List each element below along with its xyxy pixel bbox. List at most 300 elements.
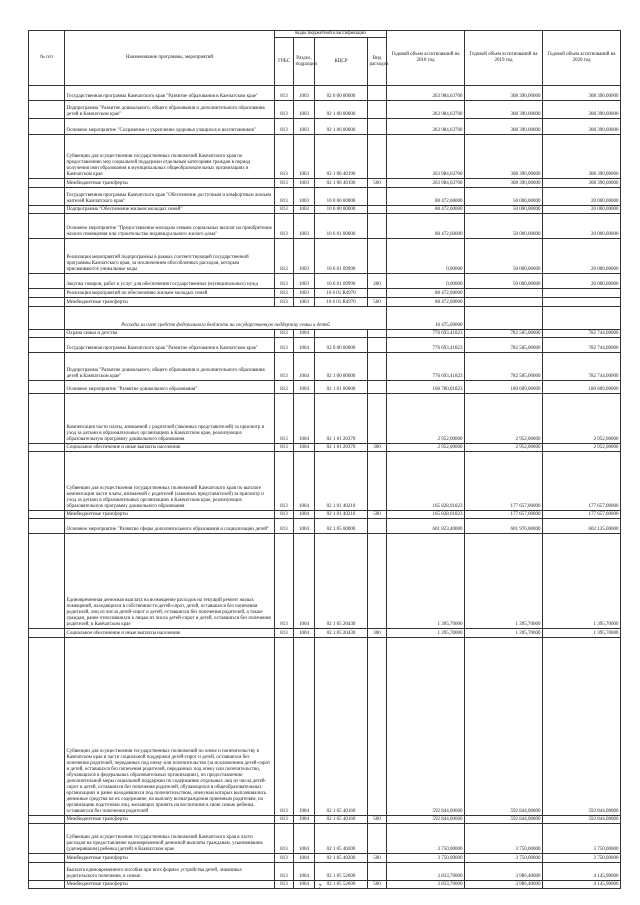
subtitle-row: [29, 307, 621, 330]
cell-2019: 782 585,00000: [465, 330, 543, 338]
cell-name: Государственная программа Камчатского края "Развитие образования в Камчатском крае": [65, 86, 275, 101]
cell-2020: 20 000,00000: [543, 214, 621, 239]
cell-name: Межбюджетные трансферты: [65, 854, 275, 863]
cell-name: Выплата единовременного пособия при всех формах устройства детей, лишенных родительского попечения, в семью: [65, 863, 275, 881]
cell-name: Государственная программа Камчатского края "Развитие образования в Камчатском крае": [65, 338, 275, 353]
cell-2018: 592 844,00000: [387, 638, 465, 816]
cell-2019: 308 390,00000: [465, 135, 543, 179]
table-row: [29, 239, 621, 274]
cell-2018: 3 833,70000: [387, 863, 465, 881]
header-codes: Коды бюджетной классификации: [275, 31, 387, 38]
cell-num: [29, 511, 65, 519]
cell-num: [29, 101, 65, 119]
cell-2020: 782 744,00000: [543, 338, 621, 353]
cell-name: Субвенции для осуществления государственных полномочий Камчатского края по предоставлению мер социальной поддержки отдельным категориям граждан в период получения ими образования в муниципальных общеобразовательных организациях в Камчатском крае: [65, 135, 275, 179]
cell-vr: [368, 214, 387, 239]
table-row: [29, 214, 621, 239]
cell-name: Единовременная денежная выплата на возмещение расходов на текущий ремонт жилых помещений, находящихся в собственности детей-сирот, детей, оставшихся без попечения родителей, лиц из числа детей-сирот и детей, оставшихся без попечения родителей, а также граждан, ранее относившихся к лицам из числа детей-сирот и детей, оставшихся без попечения родителей, в Камчатском крае: [65, 534, 275, 629]
cell-2020: 2 952,00000: [543, 444, 621, 452]
cell-2018: 263 984,63700: [387, 119, 465, 135]
cell-ksr: 10 6 01 09990: [315, 274, 368, 289]
cell-num: [29, 274, 65, 289]
cell-ksr: 10 0 00 00000: [315, 188, 368, 206]
cell-razdel: 1003: [294, 86, 315, 101]
cell-name: Межбюджетные трансферты: [65, 298, 275, 307]
cell-num: [29, 338, 65, 353]
cell-razdel: 1004: [294, 394, 315, 444]
cell-2019: 3 986,40000: [465, 881, 543, 889]
cell-2019: 177 657,00000: [465, 452, 543, 511]
cell-ksr: 10 6 00 00000: [315, 206, 368, 214]
cell-vr: [368, 824, 387, 854]
cell-vr: [368, 206, 387, 214]
cell-num: [29, 239, 65, 274]
cell-ksr: [315, 330, 368, 338]
cell-2019: 592 844,00000: [465, 638, 543, 816]
cell-2020: 180 609,00000: [543, 381, 621, 394]
cell-name: Социальное обеспечение и иные выплаты населению: [65, 444, 275, 452]
cell-name: Субвенции для осуществления государственных полномочий по опеке и попечительству в Камчатском крае в части социальной поддержки детей-сирот и детей, оставшихся без попечения родителей, переданных под опеку или попечительство (за исключением детей-сирот и детей, оставшихся без попечения родителей, переданных под опеку или попечительство, обучающихся в федеральных образовательных организациях), по предоставлению дополнительной меры социальной поддержки по содержанию отдельных лиц из числа детей-сирот и детей, оставшихся без попечения родителей, обучающихся в общеобразовательных организациях и ранее находившихся под попечительством, опекунам которых выплачивались денежные средства на их содержание, на выплату вознаграждения приемным родителям, на организацию подготовки лиц, желающих принять на воспитание в свою семью ребенка, оставшегося без попечения родителей: [65, 638, 275, 816]
cell-ksr: 02 1 05 52600: [315, 863, 368, 881]
cell-razdel: 1004: [294, 629, 315, 638]
cell-2020: 308 390,00000: [543, 101, 621, 119]
cell-2019: 2 952,00000: [465, 444, 543, 452]
cell-2018: 263 984,63700: [387, 101, 465, 119]
cell-grbs: 813: [275, 206, 294, 214]
cell-2019: [465, 289, 543, 298]
cell-ksr: 02 1 05 52600: [315, 881, 368, 889]
cell-grbs: 813: [275, 638, 294, 816]
cell-vr: 300: [368, 444, 387, 452]
table-row: [29, 353, 621, 381]
cell-razdel: 1003: [294, 119, 315, 135]
cell-grbs: 813: [275, 338, 294, 353]
cell-name: Субвенции для осуществления государственных полномочий Камчатского края в части расходов на предоставление единовременной денежной выплаты гражданам, усыновившим (удочерившим) ребенка (детей) в Камчатском крае: [65, 824, 275, 854]
cell-ksr: 02 0 00 00000: [315, 338, 368, 353]
cell-grbs: 813: [275, 519, 294, 534]
cell-name: Социальное обеспечение и иные выплаты населению: [65, 629, 275, 638]
cell-2019: 601 976,00000: [465, 519, 543, 534]
cell-num: [29, 214, 65, 239]
cell-2019: 308 390,00000: [465, 179, 543, 188]
cell-2020: 177 657,00000: [543, 511, 621, 519]
cell-razdel: 1004: [294, 511, 315, 519]
table-row: [29, 330, 621, 338]
cell-num: [29, 179, 65, 188]
cell-name: Основное мероприятие "Предоставление молодым семьям социальных выплат на приобретение жилого помещения или строительство индивидуального жилого дома": [65, 214, 275, 239]
cell-ksr: 10 6 01 09990: [315, 239, 368, 274]
cell-razdel: 1003: [294, 188, 315, 206]
cell-name: Межбюджетные трансферты: [65, 179, 275, 188]
cell-grbs: 813: [275, 863, 294, 881]
cell-ksr: 10 6 01 R4970: [315, 289, 368, 298]
header-ksr: КЦСР: [315, 38, 368, 86]
cell-2018: 776 693,41823: [387, 353, 465, 381]
cell-name: Субвенции для осуществления государственных полномочий Камчатского края по выплате компенсации части платы, взимаемой с родителей (законных представителей) за присмотр и уход за детьми в образовательных организациях в Камчатском крае, реализующих образовательную программу дошкольного образования: [65, 452, 275, 511]
cell-razdel: 1004: [294, 534, 315, 629]
cell-num: [29, 444, 65, 452]
cell-razdel: 1003: [294, 206, 315, 214]
cell-grbs: 813: [275, 330, 294, 338]
cell-2019: 308 390,00000: [465, 101, 543, 119]
cell-grbs: 813: [275, 381, 294, 394]
cell-2019: [465, 307, 543, 330]
table-row: [29, 854, 621, 863]
cell-grbs: 813: [275, 452, 294, 511]
table-row: [29, 394, 621, 444]
cell-2019: 592 844,00000: [465, 816, 543, 824]
cell-2020: 3 750,00000: [543, 854, 621, 863]
cell-2019: 1 395,70000: [465, 534, 543, 629]
cell-2020: 4 145,90000: [543, 863, 621, 881]
cell-2020: 592 844,00000: [543, 816, 621, 824]
cell-name: Межбюджетные трансферты: [65, 511, 275, 519]
table-row: [29, 119, 621, 135]
cell-2020: [543, 298, 621, 307]
header-vr: Вид расходов: [368, 38, 387, 86]
cell-2020: 2 952,00000: [543, 394, 621, 444]
table-row: [29, 511, 621, 519]
cell-name: Межбюджетные трансферты: [65, 816, 275, 824]
cell-2018: 3 750,00000: [387, 824, 465, 854]
cell-razdel: 1004: [294, 452, 315, 511]
cell-2018: 601 823,40000: [387, 519, 465, 534]
cell-razdel: 1004: [294, 638, 315, 816]
cell-vr: [368, 188, 387, 206]
cell-num: [29, 816, 65, 824]
cell-vr: [368, 101, 387, 119]
cell-name: Основное мероприятие "Сохранение и укрепление здоровья учащихся и воспитанников": [65, 119, 275, 135]
cell-2019: 2 952,00000: [465, 394, 543, 444]
cell-vr: 500: [368, 298, 387, 307]
cell-2020: [543, 307, 621, 330]
table-row: [29, 179, 621, 188]
header-name: Наименование программы, мероприятий: [65, 31, 275, 86]
cell-2019: 50 000,00000: [465, 188, 543, 206]
cell-razdel: 1004: [294, 338, 315, 353]
cell-2019: 782 585,00000: [465, 338, 543, 353]
cell-vr: [368, 353, 387, 381]
cell-2018: 263 984,63700: [387, 179, 465, 188]
cell-vr: [368, 638, 387, 816]
cell-grbs: 813: [275, 816, 294, 824]
table-row: [29, 274, 621, 289]
cell-razdel: 1003: [294, 239, 315, 274]
cell-2019: 177 657,00000: [465, 511, 543, 519]
header-grbs: ГРБС: [275, 38, 294, 86]
cell-name: Подпрограмма "Обеспечение жильем молодых семей": [65, 206, 275, 214]
cell-razdel: 1004: [294, 330, 315, 338]
cell-vr: [368, 394, 387, 444]
cell-vr: [368, 86, 387, 101]
cell-name: Межбюджетные трансферты: [65, 881, 275, 889]
cell-2019: 3 750,00000: [465, 824, 543, 854]
cell-num: [29, 534, 65, 629]
cell-2018: 165 828,01823: [387, 452, 465, 511]
cell-num: [29, 452, 65, 511]
cell-vr: [368, 338, 387, 353]
cell-razdel: 1003: [294, 298, 315, 307]
cell-grbs: 813: [275, 444, 294, 452]
cell-2019: 50 000,00000: [465, 206, 543, 214]
cell-2019: 308 390,00000: [465, 119, 543, 135]
cell-2018: 2 952,00000: [387, 394, 465, 444]
header-num: № п/п: [29, 31, 65, 86]
cell-num: [29, 353, 65, 381]
cell-name: Основное мероприятие "Развитие сферы дополнительного образования и социализации детей": [65, 519, 275, 534]
table-row: [29, 298, 621, 307]
cell-ksr: 02 1 05 40200: [315, 854, 368, 863]
cell-2019: 782 585,00000: [465, 353, 543, 381]
cell-2018: 263 984,63700: [387, 86, 465, 101]
cell-2020: 20 000,00000: [543, 239, 621, 274]
cell-ksr: 02 1 01 20370: [315, 444, 368, 452]
cell-vr: 500: [368, 511, 387, 519]
cell-grbs: 813: [275, 298, 294, 307]
table-row: [29, 338, 621, 353]
cell-2019: 50 000,00000: [465, 239, 543, 274]
cell-name: Подпрограмма "Развитие дошкольного, общего образования и дополнительного образования детей в Камчатском крае": [65, 353, 275, 381]
cell-razdel: 1003: [294, 101, 315, 119]
cell-grbs: 813: [275, 881, 294, 889]
cell-num: [29, 519, 65, 534]
cell-name: Компенсация части платы, взимаемой с родителей (законных представителей) за присмотр и уход за детьми в образовательных организациях в Камчатском крае, реализующих образовательную программу дошкольного образования: [65, 394, 275, 444]
cell-name: Подпрограмма "Развитие дошкольного, общего образования и дополнительного образования детей в Камчатском крае": [65, 101, 275, 119]
table-body: [29, 86, 621, 889]
cell-razdel: 1003: [294, 274, 315, 289]
cell-ksr: 02 1 01 00000: [315, 381, 368, 394]
cell-grbs: 813: [275, 353, 294, 381]
table-row: [29, 638, 621, 816]
cell-num: [29, 330, 65, 338]
cell-2020: 782 744,00000: [543, 353, 621, 381]
budget-document: [28, 30, 620, 889]
cell-vr: 500: [368, 881, 387, 889]
budget-table: [28, 30, 621, 889]
cell-vr: [368, 239, 387, 274]
cell-ksr: 02 1 06 00000: [315, 119, 368, 135]
cell-2019: 3 986,40000: [465, 863, 543, 881]
cell-2018: 776 693,41823: [387, 330, 465, 338]
cell-vr: [368, 534, 387, 629]
cell-2020: 3 750,00000: [543, 824, 621, 854]
cell-num: [29, 854, 65, 863]
cell-subtitle: Расходы за счет средств федерального бюджета на государственную поддержку семьи и детей: [65, 307, 387, 330]
cell-grbs: 813: [275, 188, 294, 206]
cell-ksr: 10 6 01 R4970: [315, 298, 368, 307]
cell-ksr: 02 1 06 40190: [315, 135, 368, 179]
cell-razdel: 1004: [294, 519, 315, 534]
table-row: [29, 534, 621, 629]
cell-razdel: 1003: [294, 214, 315, 239]
cell-ksr: 02 1 05 40200: [315, 824, 368, 854]
cell-2020: 177 657,00000: [543, 452, 621, 511]
cell-2019: [465, 298, 543, 307]
cell-2018: 263 984,63700: [387, 135, 465, 179]
header-2018: Годовой объем ассигнований на 2018 год: [387, 31, 465, 86]
cell-num: [29, 824, 65, 854]
cell-num: [29, 135, 65, 179]
table-row: [29, 206, 621, 214]
cell-2020: 1 395,70000: [543, 629, 621, 638]
cell-2018: 88 472,60000: [387, 214, 465, 239]
cell-vr: 500: [368, 179, 387, 188]
cell-ksr: 02 1 00 00000: [315, 101, 368, 119]
cell-2020: 308 390,00000: [543, 86, 621, 101]
cell-grbs: 813: [275, 854, 294, 863]
cell-2020: 4 145,90000: [543, 881, 621, 889]
cell-2019: 3 750,00000: [465, 854, 543, 863]
table-row: [29, 86, 621, 101]
cell-grbs: 813: [275, 511, 294, 519]
cell-vr: 300: [368, 629, 387, 638]
cell-name: Государственная программа Камчатского края "Обеспечение доступным и комфортным жильем жителей Камчатского края": [65, 188, 275, 206]
cell-2018: 3 833,70000: [387, 881, 465, 889]
table-row: [29, 381, 621, 394]
cell-grbs: 813: [275, 101, 294, 119]
cell-grbs: 813: [275, 629, 294, 638]
cell-vr: [368, 381, 387, 394]
cell-grbs: 813: [275, 289, 294, 298]
cell-grbs: 813: [275, 239, 294, 274]
cell-num: [29, 86, 65, 101]
cell-num: [29, 629, 65, 638]
table-row: [29, 816, 621, 824]
cell-2019: 308 390,00000: [465, 86, 543, 101]
cell-ksr: 02 1 05 40160: [315, 816, 368, 824]
cell-ksr: 02 1 05 20430: [315, 534, 368, 629]
cell-grbs: 813: [275, 394, 294, 444]
cell-vr: [368, 330, 387, 338]
cell-ksr: 02 1 06 40190: [315, 179, 368, 188]
table-row: [29, 863, 621, 881]
cell-2020: [543, 289, 621, 298]
cell-ksr: 02 0 00 00000: [315, 86, 368, 101]
cell-ksr: 02 1 01 40210: [315, 511, 368, 519]
cell-num: [29, 394, 65, 444]
cell-razdel: 1003: [294, 179, 315, 188]
cell-2018: 88 472,60000: [387, 289, 465, 298]
cell-razdel: 1004: [294, 881, 315, 889]
cell-num: [29, 289, 65, 298]
cell-2019: 1 395,70000: [465, 629, 543, 638]
cell-2018: 1 395,70000: [387, 629, 465, 638]
table-row: [29, 519, 621, 534]
page-number: 7: [318, 884, 322, 890]
cell-razdel: 1004: [294, 854, 315, 863]
cell-vr: 500: [368, 816, 387, 824]
cell-2020: 782 744,00000: [543, 330, 621, 338]
cell-razdel: 1004: [294, 863, 315, 881]
cell-razdel: 1004: [294, 353, 315, 381]
cell-grbs: 813: [275, 824, 294, 854]
table-row: [29, 289, 621, 298]
cell-razdel: 1004: [294, 381, 315, 394]
table-row: [29, 188, 621, 206]
cell-2018: 1 395,70000: [387, 534, 465, 629]
cell-2018: 16 475,00000: [387, 307, 465, 330]
cell-vr: [368, 119, 387, 135]
cell-vr: 500: [368, 854, 387, 863]
header-2020: Годовой объем ассигнований на 2020 год: [543, 31, 621, 86]
cell-2019: 180 609,00000: [465, 381, 543, 394]
cell-2020: 20 000,00000: [543, 274, 621, 289]
cell-2018: 592 844,00000: [387, 816, 465, 824]
cell-vr: [368, 452, 387, 511]
cell-vr: 200: [368, 274, 387, 289]
cell-razdel: 1004: [294, 824, 315, 854]
cell-name: Реализация мероприятий по обеспечению жильем молодых семей: [65, 289, 275, 298]
cell-grbs: 813: [275, 214, 294, 239]
cell-razdel: 1004: [294, 444, 315, 452]
cell-num: [29, 298, 65, 307]
cell-2020: 308 390,00000: [543, 119, 621, 135]
header-razdel: Раздел, подраздел: [294, 38, 315, 86]
cell-razdel: 1003: [294, 289, 315, 298]
cell-num: [29, 307, 65, 330]
cell-2020: 308 390,00000: [543, 135, 621, 179]
cell-2020: 20 000,00000: [543, 206, 621, 214]
table-row: [29, 452, 621, 511]
cell-num: [29, 206, 65, 214]
cell-vr: [368, 863, 387, 881]
table-row: [29, 444, 621, 452]
cell-ksr: 02 1 05 00000: [315, 519, 368, 534]
cell-num: [29, 863, 65, 881]
cell-ksr: 02 1 01 40210: [315, 452, 368, 511]
cell-grbs: 813: [275, 274, 294, 289]
cell-2020: 592 844,00000: [543, 638, 621, 816]
cell-num: [29, 119, 65, 135]
cell-2018: 88 472,60000: [387, 188, 465, 206]
cell-2018: 0,00000: [387, 274, 465, 289]
cell-grbs: 813: [275, 534, 294, 629]
header-2019: Годовой объем ассигнований на 2019 год: [465, 31, 543, 86]
cell-2018: 3 750,00000: [387, 854, 465, 863]
cell-num: [29, 188, 65, 206]
cell-2018: 88 472,60000: [387, 206, 465, 214]
cell-2019: 50 000,00000: [465, 214, 543, 239]
cell-2018: 88 472,60000: [387, 298, 465, 307]
cell-2018: 0,00000: [387, 239, 465, 274]
cell-name: Охрана семьи и детства: [65, 330, 275, 338]
cell-razdel: 1004: [294, 816, 315, 824]
cell-ksr: 02 1 05 40160: [315, 638, 368, 816]
cell-2020: 308 390,00000: [543, 179, 621, 188]
table-row: [29, 629, 621, 638]
cell-grbs: 813: [275, 119, 294, 135]
cell-grbs: 813: [275, 86, 294, 101]
table-row: [29, 101, 621, 119]
cell-ksr: 02 1 00 00000: [315, 353, 368, 381]
cell-2020: 602 135,00000: [543, 519, 621, 534]
cell-2019: 50 000,00000: [465, 274, 543, 289]
cell-vr: [368, 519, 387, 534]
cell-num: [29, 381, 65, 394]
cell-ksr: 02 1 05 20430: [315, 629, 368, 638]
cell-2020: 1 395,70000: [543, 534, 621, 629]
cell-2018: 165 828,01823: [387, 511, 465, 519]
cell-2018: 2 952,00000: [387, 444, 465, 452]
cell-grbs: 813: [275, 135, 294, 179]
cell-vr: [368, 289, 387, 298]
cell-2018: 168 780,01823: [387, 381, 465, 394]
cell-name: Реализация мероприятий подпрограммы в рамках соответствующей государственной программы Камчатского края, за исключением обособленных расходов, которым присваиваются уникальные коды: [65, 239, 275, 274]
cell-ksr: 02 1 01 20370: [315, 394, 368, 444]
cell-2018: 776 693,41823: [387, 338, 465, 353]
cell-name: Основное мероприятие "Развитие дошкольного образования": [65, 381, 275, 394]
cell-grbs: 813: [275, 179, 294, 188]
